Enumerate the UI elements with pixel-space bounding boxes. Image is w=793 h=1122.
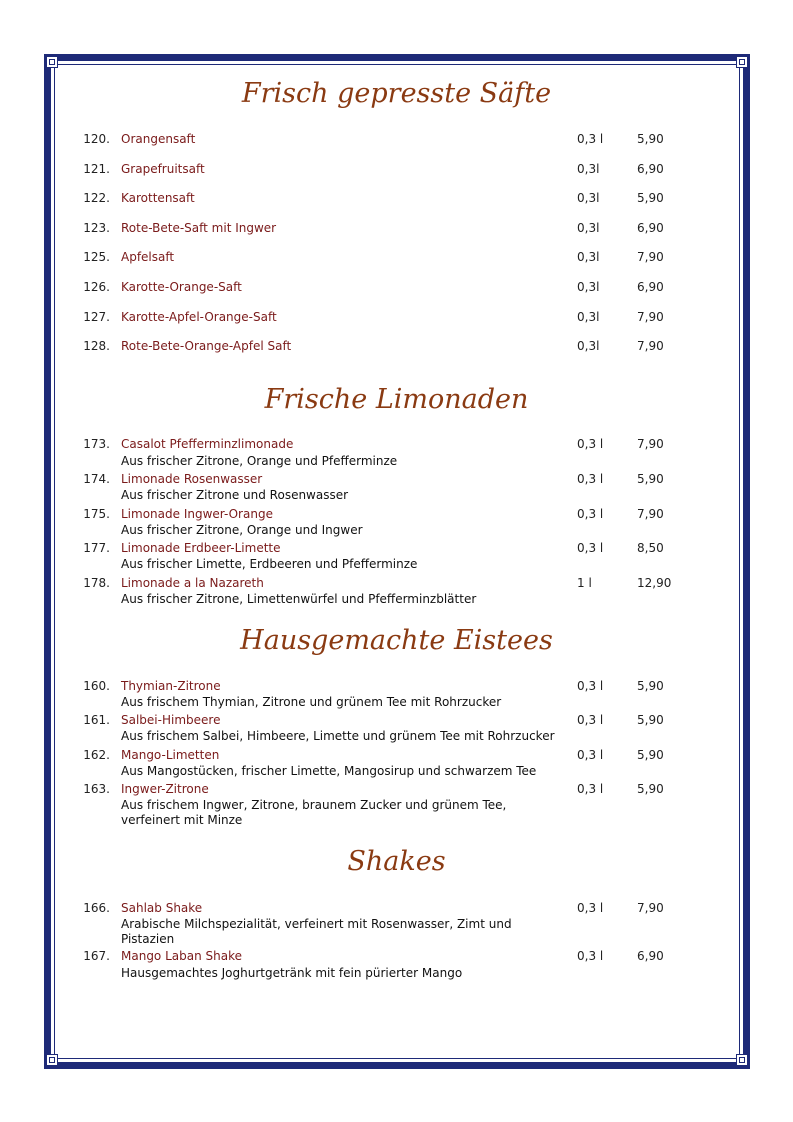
item-size: 0,3 l	[577, 541, 604, 555]
section-title: Shakes	[347, 846, 446, 877]
item-size: 0,3 l	[577, 437, 604, 451]
item-price: 7,90	[637, 507, 664, 521]
item-number: 166.	[83, 901, 110, 915]
menu-item	[74, 471, 734, 489]
item-description: Arabische Milchspezialität, verfeinert mit Rosenwasser, Zimt und Pistazien	[121, 917, 512, 946]
item-number: 121.	[83, 162, 110, 176]
item-price: 7,90	[637, 339, 664, 353]
menu-item	[74, 309, 734, 327]
menu-item	[74, 900, 734, 918]
item-price: 6,90	[637, 162, 664, 176]
item-name: Salbei-Himbeere	[121, 713, 221, 727]
item-price: 12,90	[637, 576, 672, 590]
item-description: Aus frischer Zitrone, Orange und Ingwer	[121, 523, 363, 537]
section-title: Frische Limonaden	[264, 384, 529, 415]
item-name: Rote-Bete-Orange-Apfel Saft	[121, 339, 292, 353]
item-price: 7,90	[637, 901, 664, 915]
item-size: 0,3l	[577, 221, 600, 235]
item-price: 6,90	[637, 949, 664, 963]
item-name: Ingwer-Zitrone	[121, 782, 209, 796]
item-number: 120.	[83, 132, 110, 146]
item-name: Limonade Ingwer-Orange	[121, 507, 273, 521]
menu-item	[74, 575, 734, 593]
item-name: Thymian-Zitrone	[121, 679, 221, 693]
corner-ornament	[46, 56, 58, 68]
item-price: 5,90	[637, 132, 664, 146]
menu-item	[74, 338, 734, 356]
item-size: 0,3 l	[577, 679, 604, 693]
item-name: Limonade Erdbeer-Limette	[121, 541, 281, 555]
item-number: 161.	[83, 713, 110, 727]
item-name: Limonade a la Nazareth	[121, 576, 264, 590]
item-price: 5,90	[637, 748, 664, 762]
menu-item	[74, 220, 734, 238]
item-size: 0,3 l	[577, 748, 604, 762]
item-price: 6,90	[637, 221, 664, 235]
item-size: 0,3l	[577, 339, 600, 353]
item-name: Karotte-Orange-Saft	[121, 280, 242, 294]
item-number: 163.	[83, 782, 110, 796]
item-name: Sahlab Shake	[121, 901, 203, 915]
menu-item	[74, 436, 734, 454]
item-size: 0,3 l	[577, 472, 604, 486]
item-name: Apfelsaft	[121, 250, 175, 264]
item-number: 160.	[83, 679, 110, 693]
item-number: 125.	[83, 250, 110, 264]
section-title: Frisch gepresste Säfte	[241, 78, 552, 109]
item-price: 7,90	[637, 250, 664, 264]
menu-item	[74, 747, 734, 765]
menu-item	[74, 540, 734, 558]
section-title: Hausgemachte Eistees	[240, 625, 553, 656]
item-size: 0,3l	[577, 280, 600, 294]
item-description: Aus Mangostücken, frischer Limette, Mangosirup und schwarzem Tee	[121, 764, 537, 778]
item-name: Mango Laban Shake	[121, 949, 242, 963]
menu-item	[74, 190, 734, 208]
item-number: 162.	[83, 748, 110, 762]
item-number: 128.	[83, 339, 110, 353]
item-description: Aus frischer Limette, Erdbeeren und Pfefferminze	[121, 557, 418, 571]
item-description: Aus frischer Zitrone, Orange und Pfefferminze	[121, 454, 398, 468]
item-number: 167.	[83, 949, 110, 963]
item-number: 178.	[83, 576, 110, 590]
item-number: 173.	[83, 437, 110, 451]
item-description: Aus frischer Zitrone und Rosenwasser	[121, 488, 349, 502]
item-size: 0,3 l	[577, 949, 604, 963]
item-description: Aus frischer Zitrone, Limettenwürfel und Pfefferminzblätter	[121, 592, 477, 606]
item-size: 0,3 l	[577, 782, 604, 796]
item-name: Grapefruitsaft	[121, 162, 205, 176]
item-description: Aus frischem Salbei, Himbeere, Limette und grünem Tee mit Rohrzucker	[121, 729, 555, 743]
item-number: 127.	[83, 310, 110, 324]
item-price: 6,90	[637, 280, 664, 294]
item-name: Karottensaft	[121, 191, 195, 205]
corner-ornament	[46, 1054, 58, 1066]
menu-item	[74, 678, 734, 696]
item-price: 5,90	[637, 782, 664, 796]
item-number: 122.	[83, 191, 110, 205]
item-name: Mango-Limetten	[121, 748, 220, 762]
menu-item	[74, 948, 734, 966]
item-number: 123.	[83, 221, 110, 235]
menu-item	[74, 131, 734, 149]
item-size: 0,3l	[577, 162, 600, 176]
item-number: 177.	[83, 541, 110, 555]
item-name: Rote-Bete-Saft mit Ingwer	[121, 221, 277, 235]
item-description: Aus frischem Ingwer, Zitrone, braunem Zucker und grünem Tee, verfeinert mit Minze	[121, 798, 507, 827]
menu-item	[74, 712, 734, 730]
item-price: 5,90	[637, 191, 664, 205]
corner-ornament	[736, 1054, 748, 1066]
menu-item	[74, 781, 734, 799]
item-size: 0,3 l	[577, 713, 604, 727]
item-size: 0,3 l	[577, 901, 604, 915]
item-price: 5,90	[637, 472, 664, 486]
item-description: Hausgemachtes Joghurtgetränk mit fein pürierter Mango	[121, 966, 463, 980]
corner-ornament	[736, 56, 748, 68]
menu-item	[74, 506, 734, 524]
menu-item	[74, 161, 734, 179]
item-name: Orangensaft	[121, 132, 196, 146]
item-number: 174.	[83, 472, 110, 486]
item-name: Casalot Pfefferminzlimonade	[121, 437, 294, 451]
item-price: 5,90	[637, 713, 664, 727]
item-number: 126.	[83, 280, 110, 294]
item-price: 7,90	[637, 437, 664, 451]
item-description: Aus frischem Thymian, Zitrone und grünem Tee mit Rohrzucker	[121, 695, 502, 709]
item-size: 0,3l	[577, 310, 600, 324]
item-size: 1 l	[577, 576, 592, 590]
item-size: 0,3 l	[577, 132, 604, 146]
menu-item	[74, 249, 734, 267]
item-size: 0,3l	[577, 250, 600, 264]
item-number: 175.	[83, 507, 110, 521]
item-price: 7,90	[637, 310, 664, 324]
item-name: Karotte-Apfel-Orange-Saft	[121, 310, 277, 324]
item-size: 0,3 l	[577, 507, 604, 521]
item-name: Limonade Rosenwasser	[121, 472, 263, 486]
menu-item	[74, 279, 734, 297]
item-price: 8,50	[637, 541, 664, 555]
item-price: 5,90	[637, 679, 664, 693]
item-size: 0,3l	[577, 191, 600, 205]
